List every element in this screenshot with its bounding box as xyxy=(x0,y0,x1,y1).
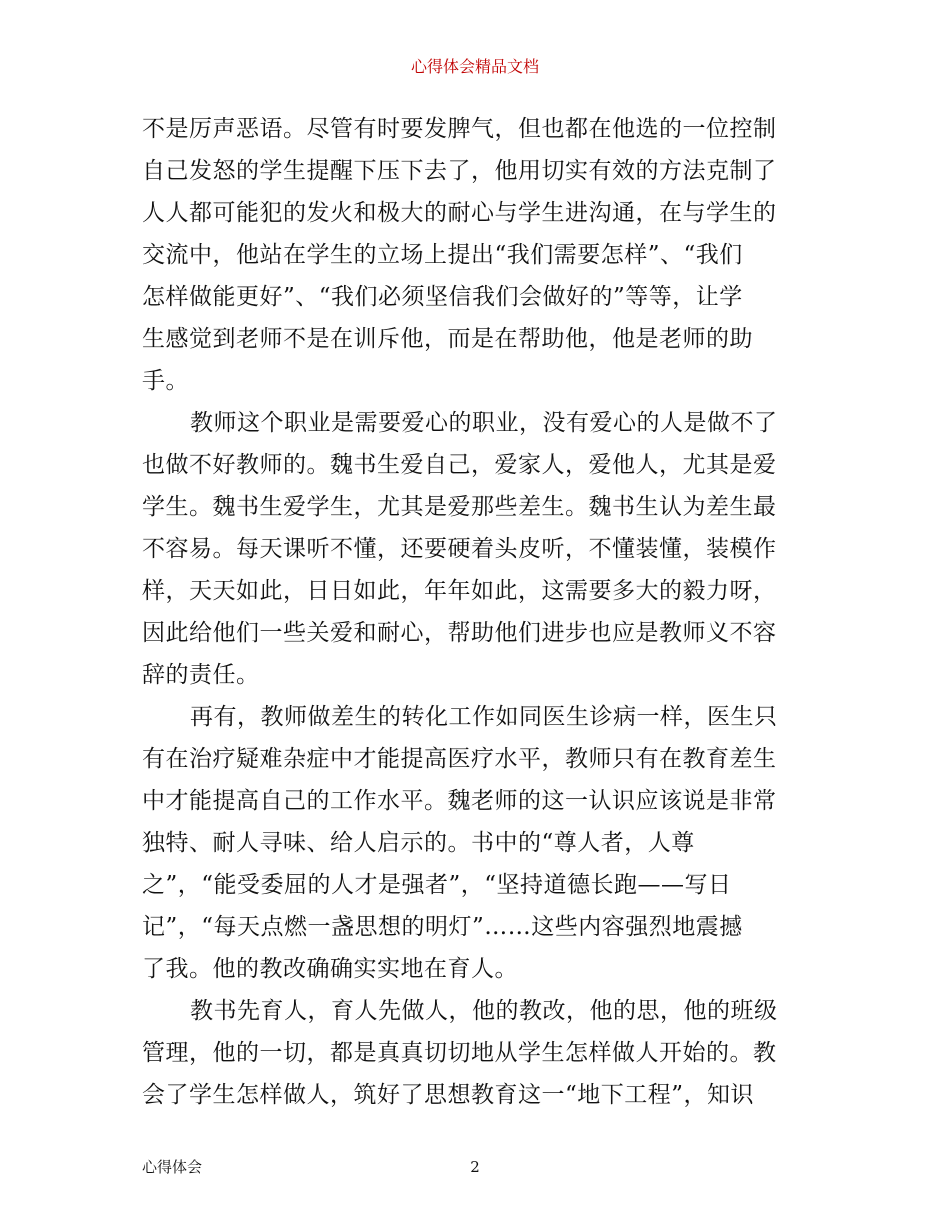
text-line: 样，天天如此，日日如此，年年如此，这需要多大的毅力呀， xyxy=(142,578,777,604)
document-body xyxy=(142,108,822,1116)
text-line: 因此给他们一些关爱和耐心，帮助他们进步也应是教师义不容 xyxy=(142,620,777,646)
text-line: 怎样做能更好”、“我们必须坚信我们会做好的”等等，让学 xyxy=(142,284,743,310)
paragraph-first-line: 教书先育人，育人先做人，他的教改，他的思，他的班级 xyxy=(190,998,778,1024)
text-line: 记”，“每天点燃一盏思想的明灯”……这些内容强烈地震撼 xyxy=(142,914,743,940)
text-line: 生感觉到老师不是在训斥他，而是在帮助他，他是老师的助 xyxy=(142,326,753,352)
footer-label: 心得体会 xyxy=(142,1158,203,1176)
text-line: 也做不好教师的。魏书生爱自己，爱家人，爱他人，尤其是爱 xyxy=(142,452,777,478)
text-line: 手。 xyxy=(142,368,189,394)
text-line: 辞的责任。 xyxy=(142,662,260,688)
text-line: 交流中，他站在学生的立场上提出“我们需要怎样”、“我们 xyxy=(142,242,743,268)
page-number: 2 xyxy=(470,1158,480,1176)
text-line: 人人都可能犯的发火和极大的耐心与学生进沟通，在与学生的 xyxy=(142,200,777,226)
text-line: 不容易。每天课听不懂，还要硬着头皮听，不懂装懂，装模作 xyxy=(142,536,777,562)
text-line: 之”，“能受委屈的人才是强者”，“坚持道德长跑——写日 xyxy=(142,872,732,898)
text-line: 不是厉声恶语。尽管有时要发脾气，但也都在他选的一位控制 xyxy=(142,116,777,142)
text-line: 独特、耐人寻味、给人启示的。书中的“尊人者，人尊 xyxy=(142,830,695,856)
text-line: 了我。他的教改确确实实地在育人。 xyxy=(142,956,518,982)
text-line: 学生。魏书生爱学生，尤其是爱那些差生。魏书生认为差生最 xyxy=(142,494,777,520)
page-header-title: 心得体会精品文档 xyxy=(410,57,539,76)
text-line: 中才能提高自己的工作水平。魏老师的这一认识应该说是非常 xyxy=(142,788,777,814)
text-line: 自己发怒的学生提醒下压下去了，他用切实有效的方法克制了 xyxy=(142,158,777,184)
text-line: 有在治疗疑难杂症中才能提高医疗水平，教师只有在教育差生 xyxy=(142,746,777,772)
paragraph-first-line: 再有，教师做差生的转化工作如同医生诊病一样，医生只 xyxy=(190,704,778,730)
paragraph-first-line: 教师这个职业是需要爱心的职业，没有爱心的人是做不了 xyxy=(190,410,778,436)
text-line: 会了学生怎样做人，筑好了思想教育这一“地下工程”，知识 xyxy=(142,1082,755,1108)
text-line: 管理，他的一切，都是真真切切地从学生怎样做人开始的。教 xyxy=(142,1040,777,1066)
